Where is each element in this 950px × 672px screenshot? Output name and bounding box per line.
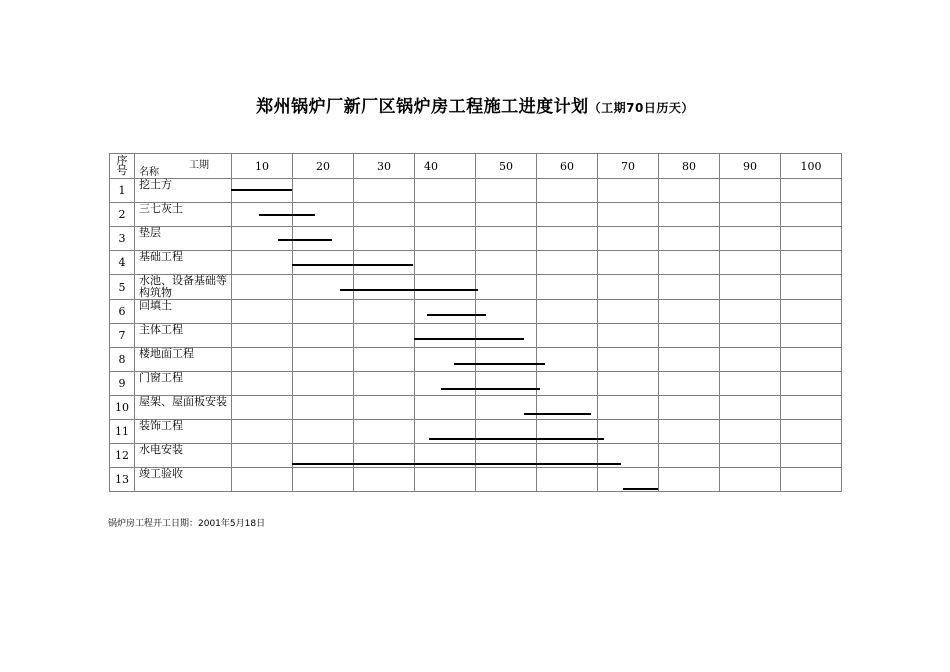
task-number: 3 xyxy=(110,227,135,251)
timeline-cell xyxy=(476,348,537,372)
timeline-cell xyxy=(232,251,293,275)
timeline-cell xyxy=(415,275,476,300)
timeline-cell xyxy=(720,275,781,300)
timeline-cell xyxy=(537,372,598,396)
day-header: 80 xyxy=(659,154,720,179)
timeline-cell xyxy=(598,324,659,348)
timeline-cell xyxy=(354,396,415,420)
timeline-cell xyxy=(598,203,659,227)
timeline-cell xyxy=(781,396,842,420)
timeline-cell xyxy=(232,324,293,348)
seq-header-label: 序号 xyxy=(116,154,128,177)
task-name: 水电安装 xyxy=(135,444,232,468)
task-row xyxy=(110,300,842,324)
timeline-cell xyxy=(476,324,537,348)
task-row xyxy=(110,251,842,275)
timeline-cell xyxy=(720,372,781,396)
timeline-cell xyxy=(781,348,842,372)
timeline-cell xyxy=(232,396,293,420)
timeline-cell xyxy=(232,203,293,227)
timeline-cell xyxy=(232,372,293,396)
timeline-cell xyxy=(720,468,781,492)
timeline-cell xyxy=(781,372,842,396)
timeline-cell xyxy=(415,251,476,275)
timeline-cell xyxy=(232,275,293,300)
timeline-cell xyxy=(293,300,354,324)
task-name: 水池、设备基础等构筑物 xyxy=(135,275,232,300)
task-name: 屋架、屋面板安装 xyxy=(135,396,232,420)
day-header: 40 xyxy=(415,154,476,179)
timeline-cell xyxy=(659,300,720,324)
timeline-cell xyxy=(293,179,354,203)
task-name: 垫层 xyxy=(135,227,232,251)
timeline-cell xyxy=(415,468,476,492)
name-header-label: 名称 xyxy=(139,166,159,178)
timeline-cell xyxy=(476,251,537,275)
task-row xyxy=(110,179,842,203)
task-name: 挖土方 xyxy=(135,179,232,203)
start-date-note: 锅炉房工程开工日期：2001年5月18日 xyxy=(108,519,266,529)
timeline-cell xyxy=(415,420,476,444)
name-header-cell xyxy=(135,155,231,178)
timeline-cell xyxy=(354,372,415,396)
timeline-cell xyxy=(537,275,598,300)
timeline-cell xyxy=(720,179,781,203)
timeline-cell xyxy=(781,420,842,444)
timeline-cell xyxy=(781,179,842,203)
day-header: 70 xyxy=(598,154,659,179)
timeline-cell xyxy=(781,468,842,492)
header-row xyxy=(110,154,842,179)
timeline-cell xyxy=(232,420,293,444)
timeline-cell xyxy=(415,203,476,227)
task-row xyxy=(110,444,842,468)
timeline-cell xyxy=(476,275,537,300)
timeline-cell xyxy=(354,275,415,300)
timeline-cell xyxy=(659,227,720,251)
task-row xyxy=(110,275,842,300)
timeline-cell xyxy=(537,420,598,444)
task-name: 基础工程 xyxy=(135,251,232,275)
schedule-table xyxy=(109,153,842,492)
task-number: 11 xyxy=(110,420,135,444)
task-name: 门窗工程 xyxy=(135,372,232,396)
timeline-cell xyxy=(659,251,720,275)
timeline-cell xyxy=(720,227,781,251)
timeline-cell xyxy=(720,300,781,324)
page-title xyxy=(0,92,950,117)
timeline-cell xyxy=(354,444,415,468)
task-number: 5 xyxy=(110,275,135,300)
timeline-cell xyxy=(720,348,781,372)
timeline-cell xyxy=(354,348,415,372)
timeline-cell xyxy=(659,179,720,203)
timeline-cell xyxy=(415,324,476,348)
timeline-cell xyxy=(415,300,476,324)
timeline-cell xyxy=(476,396,537,420)
timeline-cell xyxy=(537,300,598,324)
timeline-cell xyxy=(293,251,354,275)
duration-header-label: 工期 xyxy=(189,159,209,171)
timeline-cell xyxy=(659,324,720,348)
timeline-cell xyxy=(354,251,415,275)
timeline-cell xyxy=(232,227,293,251)
task-name: 竣工验收 xyxy=(135,468,232,492)
timeline-cell xyxy=(659,275,720,300)
timeline-cell xyxy=(415,396,476,420)
timeline-cell xyxy=(537,227,598,251)
timeline-cell xyxy=(598,275,659,300)
timeline-cell xyxy=(476,227,537,251)
schedule-body xyxy=(110,154,842,492)
day-header: 20 xyxy=(293,154,354,179)
timeline-cell xyxy=(415,179,476,203)
timeline-cell xyxy=(293,444,354,468)
timeline-cell xyxy=(598,468,659,492)
timeline-cell xyxy=(659,372,720,396)
day-header: 30 xyxy=(354,154,415,179)
timeline-cell xyxy=(476,300,537,324)
timeline-cell xyxy=(720,324,781,348)
timeline-cell xyxy=(354,468,415,492)
day-header: 60 xyxy=(537,154,598,179)
task-number: 1 xyxy=(110,179,135,203)
timeline-cell xyxy=(720,444,781,468)
task-name: 主体工程 xyxy=(135,324,232,348)
timeline-cell xyxy=(293,227,354,251)
timeline-cell xyxy=(293,203,354,227)
task-row xyxy=(110,227,842,251)
name-header xyxy=(135,154,232,179)
timeline-cell xyxy=(293,468,354,492)
timeline-cell xyxy=(598,348,659,372)
task-number: 13 xyxy=(110,468,135,492)
timeline-cell xyxy=(659,444,720,468)
timeline-cell xyxy=(354,203,415,227)
timeline-cell xyxy=(659,348,720,372)
task-number: 6 xyxy=(110,300,135,324)
timeline-cell xyxy=(598,179,659,203)
timeline-cell xyxy=(354,227,415,251)
timeline-cell xyxy=(659,203,720,227)
timeline-cell xyxy=(232,444,293,468)
timeline-cell xyxy=(781,275,842,300)
timeline-cell xyxy=(781,324,842,348)
task-number: 9 xyxy=(110,372,135,396)
timeline-cell xyxy=(537,396,598,420)
timeline-cell xyxy=(476,444,537,468)
task-row xyxy=(110,348,842,372)
timeline-cell xyxy=(537,179,598,203)
task-name: 装饰工程 xyxy=(135,420,232,444)
timeline-cell xyxy=(293,348,354,372)
timeline-cell xyxy=(415,372,476,396)
task-name: 三七灰土 xyxy=(135,203,232,227)
task-number: 4 xyxy=(110,251,135,275)
timeline-cell xyxy=(354,179,415,203)
timeline-cell xyxy=(720,396,781,420)
title-subtitle: （工期70日历天） xyxy=(588,101,694,115)
timeline-cell xyxy=(293,420,354,444)
timeline-cell xyxy=(537,324,598,348)
task-number: 10 xyxy=(110,396,135,420)
timeline-cell xyxy=(476,468,537,492)
day-header: 50 xyxy=(476,154,537,179)
timeline-cell xyxy=(598,444,659,468)
timeline-cell xyxy=(476,203,537,227)
timeline-cell xyxy=(720,251,781,275)
seq-header xyxy=(110,154,135,179)
timeline-cell xyxy=(781,444,842,468)
task-row xyxy=(110,420,842,444)
timeline-cell xyxy=(415,227,476,251)
timeline-cell xyxy=(415,444,476,468)
timeline-cell xyxy=(781,300,842,324)
timeline-cell xyxy=(232,300,293,324)
title-main: 郑州锅炉厂新厂区锅炉房工程施工进度计划 xyxy=(256,97,589,117)
timeline-cell xyxy=(415,348,476,372)
timeline-cell xyxy=(598,300,659,324)
timeline-cell xyxy=(781,203,842,227)
timeline-cell xyxy=(354,324,415,348)
timeline-cell xyxy=(476,420,537,444)
timeline-cell xyxy=(659,420,720,444)
timeline-cell xyxy=(537,348,598,372)
task-row xyxy=(110,396,842,420)
timeline-cell xyxy=(293,396,354,420)
task-row xyxy=(110,203,842,227)
task-row xyxy=(110,324,842,348)
timeline-cell xyxy=(781,251,842,275)
timeline-cell xyxy=(720,420,781,444)
timeline-cell xyxy=(476,179,537,203)
task-name: 楼地面工程 xyxy=(135,348,232,372)
task-row xyxy=(110,468,842,492)
timeline-cell xyxy=(476,372,537,396)
timeline-cell xyxy=(232,468,293,492)
task-number: 12 xyxy=(110,444,135,468)
timeline-cell xyxy=(537,468,598,492)
timeline-cell xyxy=(293,372,354,396)
timeline-cell xyxy=(232,179,293,203)
timeline-cell xyxy=(659,396,720,420)
timeline-cell xyxy=(293,324,354,348)
timeline-cell xyxy=(537,203,598,227)
day-header: 90 xyxy=(720,154,781,179)
timeline-cell xyxy=(598,420,659,444)
day-header: 100 xyxy=(781,154,842,179)
timeline-cell xyxy=(232,348,293,372)
day-header: 10 xyxy=(232,154,293,179)
task-number: 7 xyxy=(110,324,135,348)
timeline-cell xyxy=(781,227,842,251)
timeline-cell xyxy=(659,468,720,492)
task-number: 2 xyxy=(110,203,135,227)
task-number: 8 xyxy=(110,348,135,372)
timeline-cell xyxy=(354,300,415,324)
timeline-cell xyxy=(354,420,415,444)
timeline-cell xyxy=(598,396,659,420)
timeline-cell xyxy=(537,251,598,275)
timeline-cell xyxy=(598,251,659,275)
task-name: 回填土 xyxy=(135,300,232,324)
task-row xyxy=(110,372,842,396)
timeline-cell xyxy=(598,372,659,396)
timeline-cell xyxy=(293,275,354,300)
timeline-cell xyxy=(720,203,781,227)
timeline-cell xyxy=(598,227,659,251)
timeline-cell xyxy=(537,444,598,468)
